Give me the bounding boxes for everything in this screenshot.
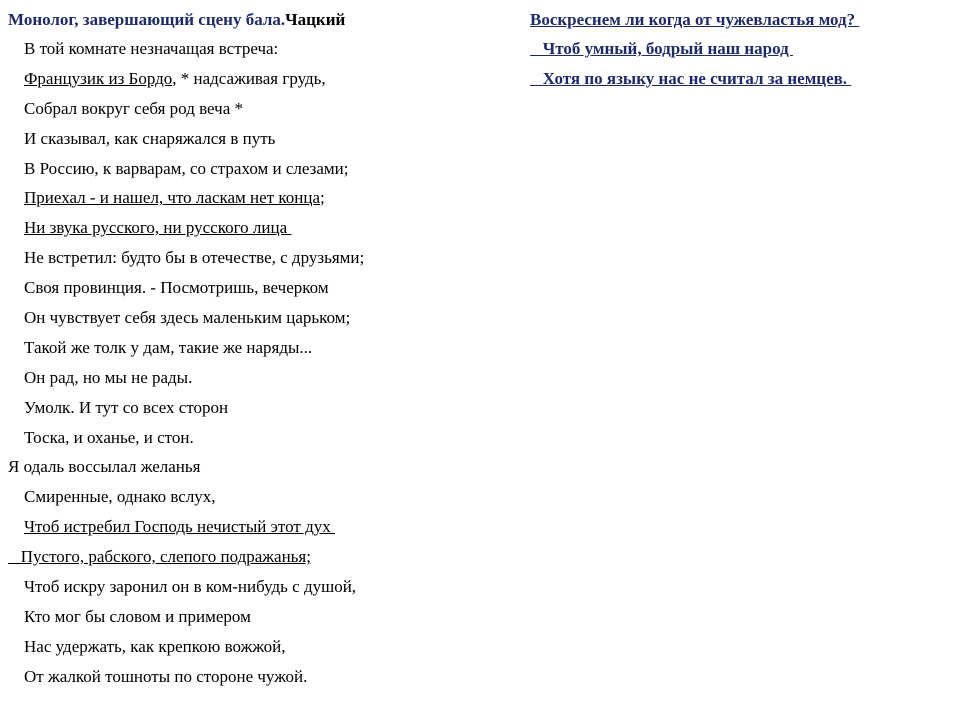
- verse-line: [8, 94, 508, 124]
- verse-line: [8, 154, 508, 184]
- monologue-title: [8, 6, 508, 34]
- verse-line-text: Тоска, и оханье, и стон.: [24, 427, 194, 447]
- verse-line: [8, 333, 508, 363]
- verse-line-text: Он чувствует себя здесь маленьким царьком;: [24, 308, 351, 328]
- right-column: [530, 6, 950, 94]
- verse-line: [8, 303, 508, 333]
- verse-line-text: Чтоб истребил Господь нечистый этот дух: [24, 517, 335, 537]
- verse-line-text: Не встретил: будто бы в отечестве, с друзьями;: [24, 248, 365, 268]
- verse-line-text: Смиренные, однако вслух,: [24, 487, 216, 507]
- verse-line-text: В той комнате незначащая встреча:: [24, 39, 279, 58]
- verse-line-text: И сказывал, как снаряжался в путь: [24, 128, 276, 148]
- verse-line-text: Я одаль воссылал желанья: [8, 457, 201, 477]
- verse-line-text: Нас удержать, как крепкою вожжой,: [24, 636, 286, 656]
- quote-line: Хотя по языку нас не считал за немцев.: [530, 68, 852, 88]
- verse-line: [8, 124, 508, 154]
- verse-line-text: Такой же толк у дам, такие же наряды...: [24, 337, 313, 357]
- verse-line: [8, 512, 508, 542]
- verse-line: [8, 542, 508, 572]
- verse-line-text: Кто мог бы словом и примером: [24, 606, 251, 626]
- verse-line: [8, 393, 508, 423]
- verse-line-suffix: , * надсаживая грудь,: [172, 68, 326, 88]
- verse-line: [8, 273, 508, 303]
- verse-line-text: Пустого, рабского, слепого подражанья;: [8, 547, 311, 567]
- verse-line: [8, 662, 508, 692]
- verse-line: [8, 632, 508, 662]
- verse-line-text: Он рад, но мы не рады.: [24, 367, 193, 387]
- verse-line: [8, 363, 508, 393]
- verse-line: [8, 482, 508, 512]
- verse-line-text: Приехал - и нашел, что ласкам нет конца: [24, 188, 321, 208]
- quote-line: Воскреснем ли когда от чужевластья мод?: [530, 10, 860, 29]
- quote-line: Чтоб умный, бодрый наш народ: [530, 39, 793, 58]
- verse-line-suffix: ;: [320, 188, 325, 208]
- verse-line: [8, 423, 508, 453]
- verse-line: [8, 452, 508, 482]
- verse-line-text: Ни звука русского, ни русского лица: [24, 218, 292, 238]
- verse-line-text: Своя провинция. - Посмотришь, вечерком: [24, 278, 329, 298]
- left-column: [8, 6, 508, 692]
- verse-line-text: Умолк. И тут со всех сторон: [24, 397, 229, 417]
- verse-line-text: Чтоб искру заронил он в ком-нибудь с душой,: [24, 577, 357, 597]
- verse-line: [8, 64, 508, 94]
- verse-line: [8, 213, 508, 243]
- title-text: Монолог, завершающий сцену бала.: [8, 10, 286, 29]
- verse-line-text: В Россию, к варварам, со страхом и слезами;: [24, 158, 349, 178]
- verse-line-text: Французик из Бордо: [24, 68, 173, 88]
- highlighted-quote-list: [530, 6, 950, 94]
- speaker-name: Чацкий: [285, 10, 346, 29]
- verse-line: [8, 572, 508, 602]
- verse-line-text: От жалкой тошноты по стороне чужой.: [24, 666, 308, 686]
- verse-line: [8, 243, 508, 273]
- verse-line-text: Собрал вокруг себя род веча *: [24, 98, 243, 118]
- verse-line: [8, 602, 508, 632]
- verse-list: [8, 34, 508, 692]
- verse-line: [8, 34, 508, 64]
- verse-line: [8, 183, 508, 213]
